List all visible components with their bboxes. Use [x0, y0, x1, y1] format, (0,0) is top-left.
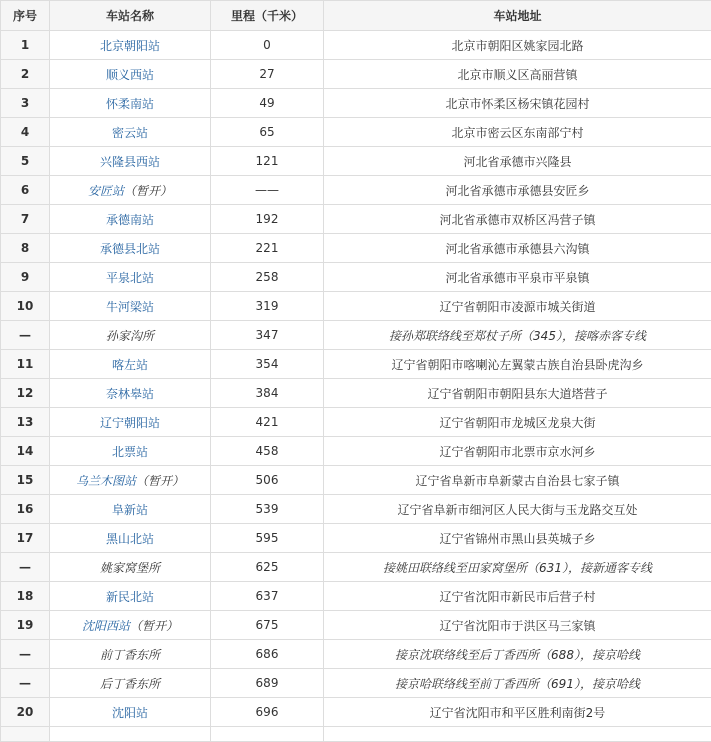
station-name-cell[interactable]: [50, 60, 211, 89]
mileage-cell: 421: [211, 408, 324, 437]
mileage-cell: ——: [211, 176, 324, 205]
header-address: 车站地址: [324, 1, 711, 31]
station-name: 孙家沟所: [106, 329, 154, 343]
table-row: [1, 176, 711, 205]
station-link[interactable]: 新民北站: [106, 590, 154, 604]
address-cell: 辽宁省阜新市阜新蒙古自治县七家子镇: [324, 466, 711, 495]
cell: [211, 727, 324, 742]
table-row: [1, 205, 711, 234]
station-name-cell[interactable]: [50, 147, 211, 176]
row-index: —: [1, 553, 50, 582]
table-row: [1, 408, 711, 437]
address-cell: 接京哈联络线至前丁香西所（691），接京哈线: [324, 669, 711, 698]
row-index: 10: [1, 292, 50, 321]
station-name-cell[interactable]: [50, 118, 211, 147]
row-index: —: [1, 669, 50, 698]
table-row: [1, 437, 711, 466]
table-row: [1, 669, 711, 698]
station-name-cell: [50, 669, 211, 698]
row-index: 5: [1, 147, 50, 176]
address-cell: 河北省承德市平泉市平泉镇: [324, 263, 711, 292]
row-index: 4: [1, 118, 50, 147]
row-index: 18: [1, 582, 50, 611]
table-row: [1, 698, 711, 727]
station-name-cell: [50, 640, 211, 669]
header-index: 序号: [1, 1, 50, 31]
station-name-cell[interactable]: [50, 611, 211, 640]
address-cell: 北京市密云区东南部宁村: [324, 118, 711, 147]
mileage-cell: 686: [211, 640, 324, 669]
address-cell: 辽宁省阜新市细河区人民大街与玉龙路交互处: [324, 495, 711, 524]
mileage-cell: 675: [211, 611, 324, 640]
row-index: 11: [1, 350, 50, 379]
station-link[interactable]: 平泉北站: [106, 271, 154, 285]
station-name-cell[interactable]: [50, 582, 211, 611]
mileage-cell: 506: [211, 466, 324, 495]
address-cell: 辽宁省锦州市黑山县英城子乡: [324, 524, 711, 553]
station-name-cell[interactable]: [50, 437, 211, 466]
address-cell: 辽宁省沈阳市于洪区马三家镇: [324, 611, 711, 640]
table-row: [1, 553, 711, 582]
address-cell: 北京市顺义区高丽营镇: [324, 60, 711, 89]
station-name-cell[interactable]: [50, 263, 211, 292]
table-row: [1, 379, 711, 408]
row-index: 8: [1, 234, 50, 263]
row-index: 20: [1, 698, 50, 727]
table-row: [1, 60, 711, 89]
row-index: [1, 727, 50, 742]
station-link[interactable]: 奈林皋站: [106, 387, 154, 401]
row-index: 7: [1, 205, 50, 234]
cell: [324, 727, 711, 742]
table-row: [1, 263, 711, 292]
row-index: —: [1, 640, 50, 669]
address-cell: 接京沈联络线至后丁香西所（688），接京哈线: [324, 640, 711, 669]
station-link[interactable]: 安匠站: [88, 184, 124, 198]
station-link[interactable]: 兴隆县西站: [100, 155, 160, 169]
table-row-partial: [1, 727, 711, 742]
table-row: [1, 31, 711, 60]
station-link[interactable]: 顺义西站: [106, 68, 154, 82]
station-name-cell: [50, 321, 211, 350]
mileage-cell: 689: [211, 669, 324, 698]
address-cell: 接姚田联络线至田家窝堡所（631），接新通客专线: [324, 553, 711, 582]
mileage-cell: 539: [211, 495, 324, 524]
address-cell: 河北省承德市兴隆县: [324, 147, 711, 176]
table-row: [1, 89, 711, 118]
station-link[interactable]: 喀左站: [112, 358, 148, 372]
header-row: [1, 1, 711, 31]
address-cell: 北京市怀柔区杨宋镇花园村: [324, 89, 711, 118]
station-name-cell[interactable]: [50, 205, 211, 234]
address-cell: 辽宁省朝阳市龙城区龙泉大街: [324, 408, 711, 437]
table-row: [1, 640, 711, 669]
station-name: 后丁香东所: [100, 677, 160, 691]
mileage-cell: 121: [211, 147, 324, 176]
row-index: 14: [1, 437, 50, 466]
table-row: [1, 350, 711, 379]
row-index: 3: [1, 89, 50, 118]
table-row: [1, 524, 711, 553]
mileage-cell: 49: [211, 89, 324, 118]
mileage-cell: 354: [211, 350, 324, 379]
station-suffix: （暂开）: [136, 474, 184, 488]
mileage-cell: 65: [211, 118, 324, 147]
station-link[interactable]: 沈阳站: [112, 706, 148, 720]
address-cell: 辽宁省沈阳市和平区胜利南街2号: [324, 698, 711, 727]
address-cell: 辽宁省朝阳市凌源市城关街道: [324, 292, 711, 321]
table-row: [1, 582, 711, 611]
mileage-cell: 696: [211, 698, 324, 727]
mileage-cell: 347: [211, 321, 324, 350]
mileage-cell: 595: [211, 524, 324, 553]
row-index: —: [1, 321, 50, 350]
mileage-cell: 637: [211, 582, 324, 611]
station-name-cell[interactable]: [50, 89, 211, 118]
station-name: 姚家窝堡所: [100, 561, 160, 575]
table-row: [1, 495, 711, 524]
station-name-cell[interactable]: [50, 176, 211, 205]
row-index: 9: [1, 263, 50, 292]
address-cell: 辽宁省朝阳市喀喇沁左翼蒙古族自治县卧虎沟乡: [324, 350, 711, 379]
station-link[interactable]: 乌兰木图站: [76, 474, 136, 488]
table-row: [1, 292, 711, 321]
table-row: [1, 611, 711, 640]
header-station-name: 车站名称: [50, 1, 211, 31]
mileage-cell: 458: [211, 437, 324, 466]
station-name-cell[interactable]: [50, 292, 211, 321]
header-mileage: 里程（千米）: [211, 1, 324, 31]
mileage-cell: 27: [211, 60, 324, 89]
address-cell: 辽宁省朝阳市朝阳县东大道塔营子: [324, 379, 711, 408]
row-index: 17: [1, 524, 50, 553]
station-name-cell[interactable]: [50, 698, 211, 727]
address-cell: 北京市朝阳区姚家园北路: [324, 31, 711, 60]
station-link[interactable]: 怀柔南站: [106, 97, 154, 111]
row-index: 15: [1, 466, 50, 495]
row-index: 19: [1, 611, 50, 640]
mileage-cell: 192: [211, 205, 324, 234]
station-link[interactable]: 沈阳西站: [82, 619, 130, 633]
station-name-cell[interactable]: [50, 524, 211, 553]
station-link[interactable]: 承德县北站: [100, 242, 160, 256]
mileage-cell: 221: [211, 234, 324, 263]
station-name-cell[interactable]: [50, 466, 211, 495]
table-row: [1, 466, 711, 495]
table-row: [1, 234, 711, 263]
address-cell: 河北省承德市承德县六沟镇: [324, 234, 711, 263]
row-index: 6: [1, 176, 50, 205]
address-cell: 河北省承德市承德县安匠乡: [324, 176, 711, 205]
row-index: 16: [1, 495, 50, 524]
mileage-cell: 258: [211, 263, 324, 292]
station-suffix: （暂开）: [124, 184, 172, 198]
station-link[interactable]: 辽宁朝阳站: [100, 416, 160, 430]
station-link[interactable]: 承德南站: [106, 213, 154, 227]
mileage-cell: 625: [211, 553, 324, 582]
station-name: 前丁香东所: [100, 648, 160, 662]
mileage-cell: 319: [211, 292, 324, 321]
mileage-cell: 384: [211, 379, 324, 408]
station-link[interactable]: 北票站: [112, 445, 148, 459]
address-cell: 辽宁省沈阳市新民市后营子村: [324, 582, 711, 611]
address-cell: 接孙郑联络线至郑杖子所（345），接喀赤客专线: [324, 321, 711, 350]
table-row: [1, 118, 711, 147]
station-name-cell: [50, 553, 211, 582]
station-link[interactable]: 阜新站: [112, 503, 148, 517]
station-link[interactable]: 北京朝阳站: [100, 39, 160, 53]
station-link[interactable]: 密云站: [112, 126, 148, 140]
station-link[interactable]: 黑山北站: [106, 532, 154, 546]
station-name-cell[interactable]: [50, 495, 211, 524]
station-link[interactable]: 牛河梁站: [106, 300, 154, 314]
row-index: 12: [1, 379, 50, 408]
station-suffix: （暂开）: [130, 619, 178, 633]
cell: [50, 727, 211, 742]
address-cell: 河北省承德市双桥区冯营子镇: [324, 205, 711, 234]
address-cell: 辽宁省朝阳市北票市京水河乡: [324, 437, 711, 466]
table-row: [1, 321, 711, 350]
row-index: 2: [1, 60, 50, 89]
station-name-cell[interactable]: [50, 408, 211, 437]
station-name-cell[interactable]: [50, 31, 211, 60]
row-index: 1: [1, 31, 50, 60]
table-row: [1, 147, 711, 176]
mileage-cell: 0: [211, 31, 324, 60]
station-name-cell[interactable]: [50, 234, 211, 263]
row-index: 13: [1, 408, 50, 437]
station-name-cell[interactable]: [50, 350, 211, 379]
station-name-cell[interactable]: [50, 379, 211, 408]
